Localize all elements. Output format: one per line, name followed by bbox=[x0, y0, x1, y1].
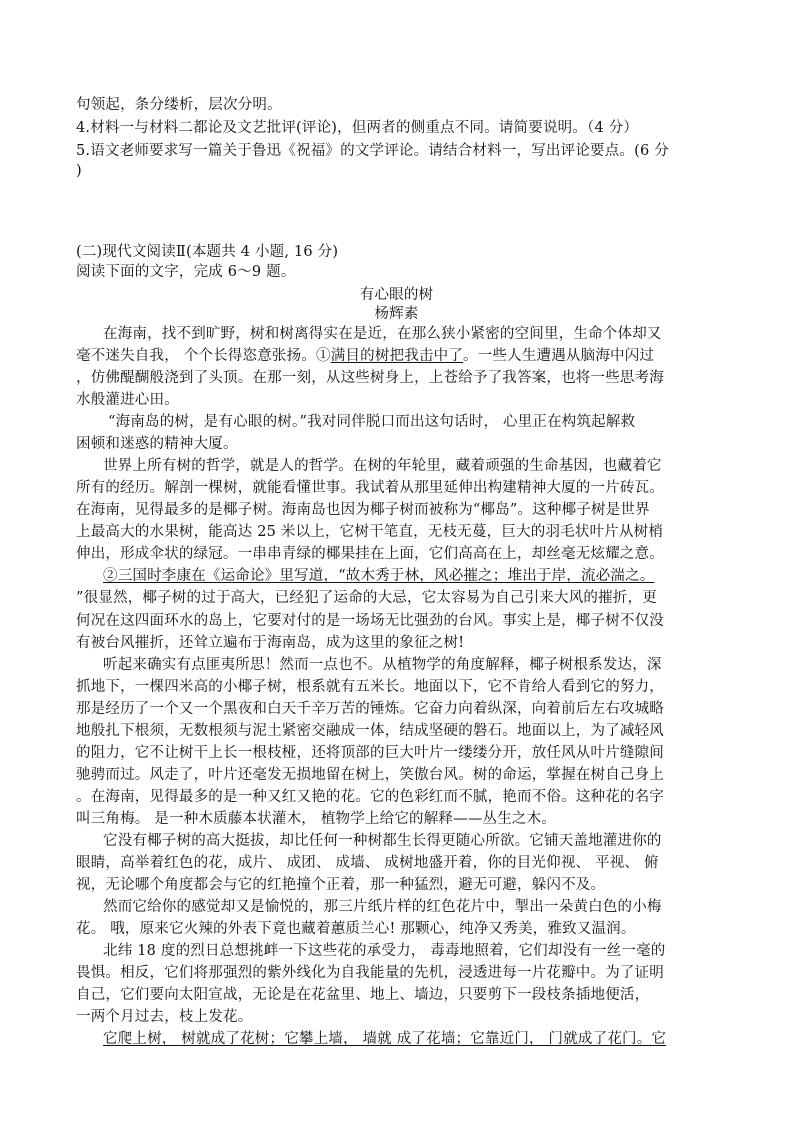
article-line: 伸出，形成伞状的绿冠。一串串青绿的椰果挂在上面，它们高高在上，却丝毫无炫耀之意。 bbox=[76, 546, 664, 563]
article-title: 有心眼的树 bbox=[359, 287, 434, 303]
article-author: 杨辉素 bbox=[374, 306, 419, 322]
article-line: 的阻力，它不让树干上长一根枝桠，还将顶部的巨大叶片一缕缕分开，放任风从叶片缝隙间 bbox=[76, 744, 664, 761]
question-5: 5.语文老师要求写一篇关于鲁迅《祝福》的文学评论。请结合材料一，写出评论要点。(6 分 bbox=[76, 143, 669, 159]
article-line: 地般扎下根须，无数根须与泥土紧密交融成一体，结成坚硬的磐石。地面以上，为了减轻风 bbox=[76, 722, 664, 739]
article-line: 何况在这四面环水的岛上，它要对付的是一场场无比强劲的台风。事实上是，椰子树不仅没 bbox=[76, 612, 664, 629]
article-line: 驰骋而过。风走了，叶片还毫发无损地留在树上，笑傲台风。树的命运，掌握在树自己身上 bbox=[76, 766, 664, 783]
text-span: 毫不迷失自我， 个个长得恣意张扬。① bbox=[76, 348, 331, 365]
section-instruction: 阅读下面的文字，完成 6～9 题。 bbox=[76, 264, 296, 280]
article-line: 在海南，找不到旷野，树和树离得实在是近，在那么狭小紧密的空间里，生命个体却又 bbox=[103, 326, 662, 342]
article-line: 听起来确实有点匪夷所思！然而一点也不。从植物学的角度解释，椰子树根系发达，深 bbox=[103, 656, 662, 673]
underlined-text: ②三国时李康在《运命论》里写道，“故木秀于林，风必摧之；堆出于岸，流必湍之。 bbox=[103, 568, 655, 585]
underlined-text: 它爬上树， 树就成了花树；它攀上墙， 墙就 成了花墙；它靠近门， 门就成了花门。它 bbox=[103, 1031, 667, 1048]
article-line bbox=[103, 566, 763, 586]
article-line: 。在海南，见得最多的是一种又红又艳的花。它的色彩红而不腻，艳而不俗。这种花的名字 bbox=[76, 788, 664, 805]
article-line: 花。 哦，原来它火辣的外表下竟也藏着蕙质兰心! 那颗心，纯净又秀美，雅致又温润。 bbox=[76, 921, 636, 938]
article-line: 叫三角梅。 是一种木质藤本状灌木， 植物学上给它的解释——丛生之木。 bbox=[76, 810, 557, 827]
article-line bbox=[103, 1029, 763, 1049]
prev-text-line: 句领起，条分缕析，层次分明。 bbox=[76, 97, 282, 113]
question-5-end: ) bbox=[76, 163, 82, 179]
article-line: 水般灌进心田。 bbox=[76, 392, 179, 409]
article-line: 世界上所有树的哲学，就是人的哲学。在树的年轮里，藏着顽强的生命基因，也藏着它 bbox=[103, 458, 662, 475]
section-heading: (二)现代文阅读Ⅱ(本题共 4 小题, 16 分) bbox=[76, 244, 339, 260]
article-line: 自己，它们要向太阳宣战，无论是在花盆里、地上、墙边，只要剪下一段枝条插地便活， bbox=[76, 987, 650, 1004]
article-line: 然而它给你的感觉却又是愉悦的，那三片纸片样的红色花片中，掣出一朵黄白色的小梅 bbox=[103, 899, 662, 916]
article-line: 眼睛，高举着红色的花，成片、 成团、 成墙、 成树地盛开着，你的目光仰视、 平视、 俯 bbox=[76, 854, 659, 871]
article-line: 有被台风摧折，还耸立遍布于海南岛，成为这里的象征之树! bbox=[76, 634, 465, 651]
question-4: 4.材料一与材料二都论及文艺批评(评论)，但两者的侧重点不同。请简要说明。（4 分） bbox=[76, 120, 639, 136]
article-line: 抓地下，一棵四米高的小椰子树，根系就有五米长。地面以下，它不肯给人看到它的努力， bbox=[76, 678, 664, 695]
text-span: 。一些人生遭遇从脑海中闪过 bbox=[463, 348, 655, 365]
article-line: “海南岛的树，是有心眼的树。”我对同伴脱口而出这句话时， 心里正在构筑起解救 bbox=[108, 414, 636, 431]
article-line: ，仿佛醍醐般浇到了头顶。在那一刻，从这些树身上，上苍给予了我答案，也将一些思考海 bbox=[76, 370, 664, 387]
article-line: 上最高大的水果树，能高达 25 米以上，它树干笔直，无枝无蔓，巨大的羽毛状叶片从树梢 bbox=[76, 524, 664, 541]
article-line: 所有的经历。解剖一棵树，就能看懂世事。我试着从那里延伸出构建精神大厦的一片砖瓦。 bbox=[76, 480, 664, 497]
article-line: ”很显然，椰子树的过于高大，已经犯了运命的大忌，它太容易为自己引来大风的摧折，更 bbox=[76, 590, 657, 607]
underlined-text: 满目的树把我击中了 bbox=[330, 348, 464, 365]
article-line: 在海南，见得最多的是椰子树。海南岛也因为椰子树而被称为“椰岛”。这种椰子树是世界 bbox=[76, 502, 650, 519]
article-line: 北纬 18 度的烈日总想挑衅一下这些花的承受力， 毒毒地照着，它们却没有一丝一毫的 bbox=[103, 943, 666, 960]
article-line: 它没有椰子树的高大挺拔，却比任何一种树都生长得更随心所欲。它铺天盖地灌进你的 bbox=[103, 832, 662, 849]
article-line: 畏惧。相反，它们将那强烈的紫外线化为自我能量的先机，浸透进每一片花瓣中。为了证明 bbox=[76, 965, 664, 982]
article-line: 一两个月过去，枝上发花。 bbox=[76, 1009, 253, 1026]
article-line: 那是经历了一个又一个黑夜和白天千辛万苦的锤炼。它奋力向着纵深，向着前后左右攻城略 bbox=[76, 700, 664, 717]
article-line: 视，无论哪个角度都会与它的红艳撞个正着，那一种猛烈，避无可避，躲闪不及。 bbox=[76, 877, 606, 893]
article-line bbox=[76, 346, 736, 366]
article-line: 困顿和迷惑的精神大厦。 bbox=[76, 436, 238, 453]
